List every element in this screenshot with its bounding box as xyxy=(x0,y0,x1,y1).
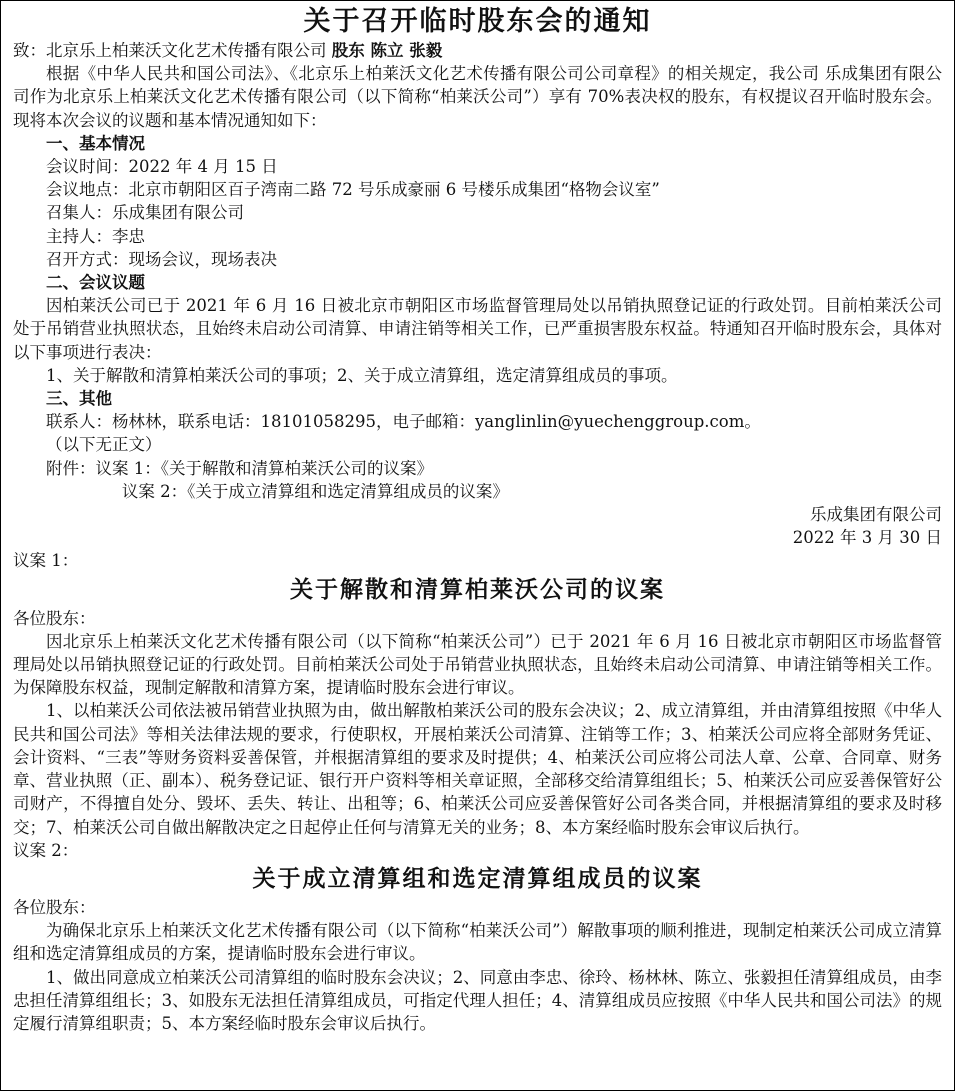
meeting-host: 主持人：李忠 xyxy=(46,226,145,246)
proposal2-paragraph-1: 为确保北京乐上柏莱沃文化艺术传播有限公司（以下简称“柏莱沃公司”）解散事项的顺利推进，现制定柏莱沃公司成立清算组和选定清算组成员的方案，提请临时股东会进行审议。 xyxy=(13,921,942,964)
topics-items: 1、关于解散和清算柏莱沃公司的事项；2、关于成立清算组，选定清算组成员的事项。 xyxy=(46,365,678,385)
section-topics-heading: 二、会议议题 xyxy=(46,273,145,293)
meeting-method: 召开方式：现场会议，现场表决 xyxy=(46,249,277,269)
meeting-convener: 召集人：乐成集团有限公司 xyxy=(46,203,244,223)
notice-title: 关于召开临时股东会的通知 xyxy=(303,6,652,37)
proposal1-paragraph-1: 因北京乐上柏莱沃文化艺术传播有限公司（以下简称“柏莱沃公司”）已于 2021 年 6 月 16 日被北京市朝阳区市场监督管理局处以吊销执照登记证的行政处罚。目前柏莱沃公司处于吊销营业执照状态，且始终未启动公司清算、申请注销等相关工作。为保障股东权益，现制定解散和清算方案，提请临时股东会进行审议。 xyxy=(13,631,942,698)
contact-line: 联系人：杨林林，联系电话：18101058295，电子邮箱：yanglinlin@yuechenggroup.com。 xyxy=(46,412,761,432)
meeting-time: 会议时间：2022 年 4 月 15 日 xyxy=(46,157,278,177)
proposal1-paragraph-2: 1、以柏莱沃公司依法被吊销营业执照为由，做出解散柏莱沃公司的股东会决议；2、成立清算组，并由清算组按照《中华人民共和国公司法》等相关法律法规的要求，行使职权，开展柏莱沃公司清算、注销等工作；3、柏莱沃公司应将全部财务凭证、会计资料、“三表”等财务资料妥善保管，并根据清算组的要求及时提供；4、柏莱沃公司应将公司法人章、公章、合同章、财务章、营业执照（正、副本）、税务登记证、银行开户资料等相关章证照，全部移交给清算组组长；5、柏莱沃公司应妥善保管好公司财产，不得擅自处分、毁坏、丢失、转让、出租等；6、柏莱沃公司应妥善保管好公司各类合同，并根据清算组的要求及时移交；7、柏莱沃公司自做出解散决定之日起停止任何与清算无关的业务；8、本方案经临时股东会审议后执行。 xyxy=(13,701,942,837)
addressee-names: 股东 陈立 张毅 xyxy=(331,41,443,60)
proposal1-label: 议案 1： xyxy=(13,551,79,571)
signing-date: 2022 年 3 月 30 日 xyxy=(792,528,942,548)
attachment-2: 议案 2：《关于成立清算组和选定清算组成员的议案》 xyxy=(121,481,509,501)
intro-paragraph: 根据《中华人民共和国公司法》、《北京乐上柏莱沃文化艺术传播有限公司公司章程》的相关规定，我公司 乐成集团有限公司作为北京乐上柏莱沃文化艺术传播有限公司（以下简称“柏莱沃公司”）享有 70%表决权的股东，有权提议召开临时股东会。现将本次会议的议题和基本情况通知如下： xyxy=(13,64,942,130)
signer: 乐成集团有限公司 xyxy=(810,505,942,525)
proposal1-greeting: 各位股东： xyxy=(13,608,96,628)
section-basic-heading: 一、基本情况 xyxy=(46,133,145,153)
no-more-text: （以下无正文） xyxy=(46,435,162,455)
proposal2-title: 关于成立清算组和选定清算组成员的议案 xyxy=(252,865,703,892)
meeting-place: 会议地点：北京市朝阳区百子湾南二路 72 号乐成豪丽 6 号楼乐成集团“格物会议室” xyxy=(46,180,660,200)
topics-paragraph: 因柏莱沃公司已于 2021 年 6 月 16 日被北京市朝阳区市场监督管理局处以吊销执照登记证的行政处罚。目前柏莱沃公司处于吊销营业执照状态，且始终未启动公司清算、申请注销等相关工作，已严重损害股东权益。特通知召开临时股东会，具体对以下事项进行表决： xyxy=(13,296,942,362)
section-other-heading: 三、其他 xyxy=(46,389,112,409)
addressee-company: 致：北京乐上柏莱沃文化艺术传播有限公司 xyxy=(13,41,332,60)
addressee-line xyxy=(13,39,942,62)
proposal2-label: 议案 2： xyxy=(13,840,79,860)
proposal2-paragraph-2: 1、做出同意成立柏莱沃公司清算组的临时股东会决议；2、同意由李忠、徐玲、杨林林、陈立、张毅担任清算组成员，由李忠担任清算组组长；3、如股东无法担任清算组成员，可指定代理人担任；4、清算组成员应按照《中华人民共和国公司法》的规定履行清算组职责；5、本方案经临时股东会审议后执行。 xyxy=(13,967,942,1033)
attachment-1: 附件：议案 1：《关于解散和清算柏莱沃公司的议案》 xyxy=(46,458,433,478)
proposal2-greeting: 各位股东： xyxy=(13,897,96,917)
proposal1-title: 关于解散和清算柏莱沃公司的议案 xyxy=(290,576,665,603)
